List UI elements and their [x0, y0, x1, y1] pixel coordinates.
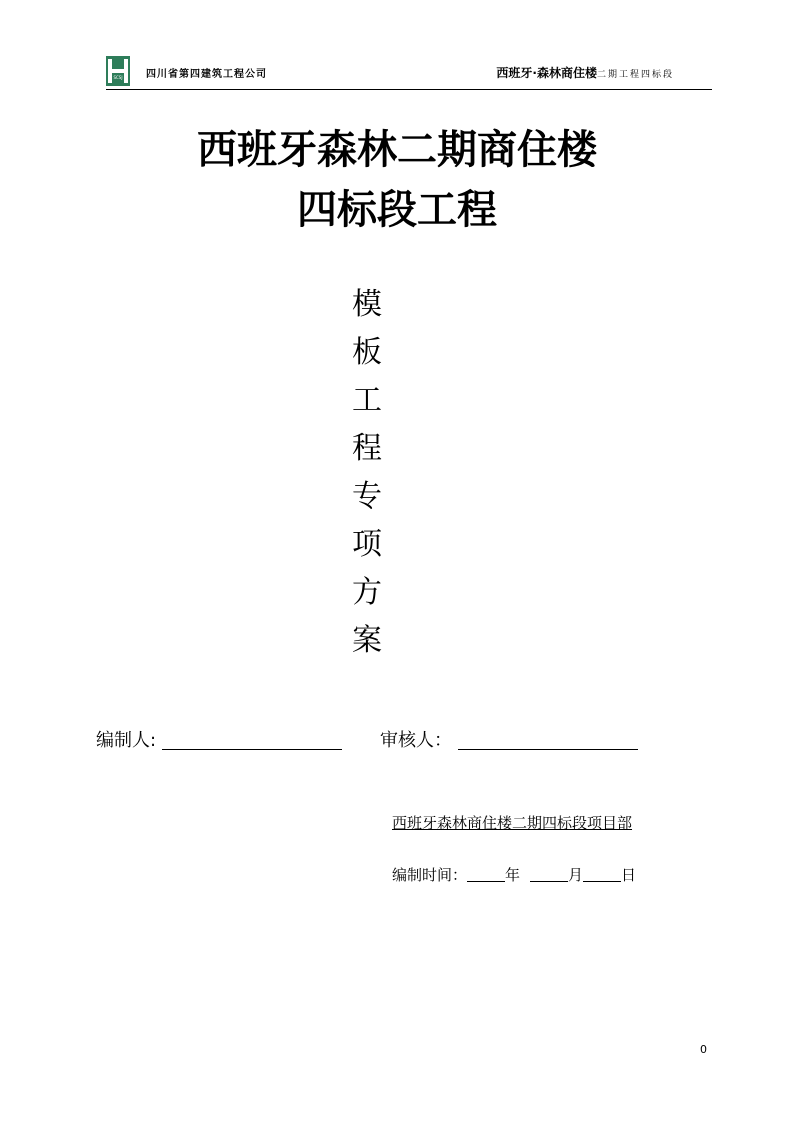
document-type-vertical [335, 283, 399, 667]
document-title-line-2: 四标段工程 [297, 187, 497, 233]
logo-lettering: SCSJ [113, 75, 123, 80]
header-project-sub: 二期工程四标段 [596, 70, 674, 80]
header-divider [106, 89, 712, 90]
day-label: 日 [621, 866, 637, 884]
compile-date [392, 864, 636, 885]
year-blank [467, 866, 505, 882]
header-project [496, 62, 674, 81]
doc-type-char: 工 [352, 383, 382, 418]
page-header [106, 56, 712, 90]
doc-type-char: 板 [352, 335, 382, 370]
doc-type-char: 程 [352, 431, 382, 466]
doc-type-char: 方 [352, 575, 382, 610]
date-label: 编制时间： [392, 866, 468, 884]
month-label: 月 [568, 866, 584, 884]
editor-signature-line [162, 729, 342, 750]
editor-signature [96, 726, 342, 752]
reviewer-label: 审核人： [380, 730, 452, 751]
header-project-main: 西班牙·森林商住楼 [496, 66, 597, 80]
project-department: 西班牙森林商住楼二期四标段项目部 [392, 814, 633, 832]
month-blank [530, 866, 568, 882]
doc-type-char: 专 [352, 479, 382, 514]
year-label: 年 [505, 866, 521, 884]
reviewer-signature-line [458, 729, 638, 750]
company-logo [106, 56, 130, 86]
company-name: 四川省第四建筑工程公司 [146, 69, 267, 80]
reviewer-signature [380, 726, 638, 752]
editor-label: 编制人: [96, 730, 157, 751]
day-blank [583, 866, 621, 882]
page-number: 0 [700, 1043, 707, 1056]
doc-type-char: 案 [352, 623, 382, 658]
doc-type-char: 项 [352, 527, 382, 562]
document-title-line-1: 西班牙森林二期商住楼 [197, 127, 597, 173]
doc-type-char: 模 [352, 287, 382, 322]
